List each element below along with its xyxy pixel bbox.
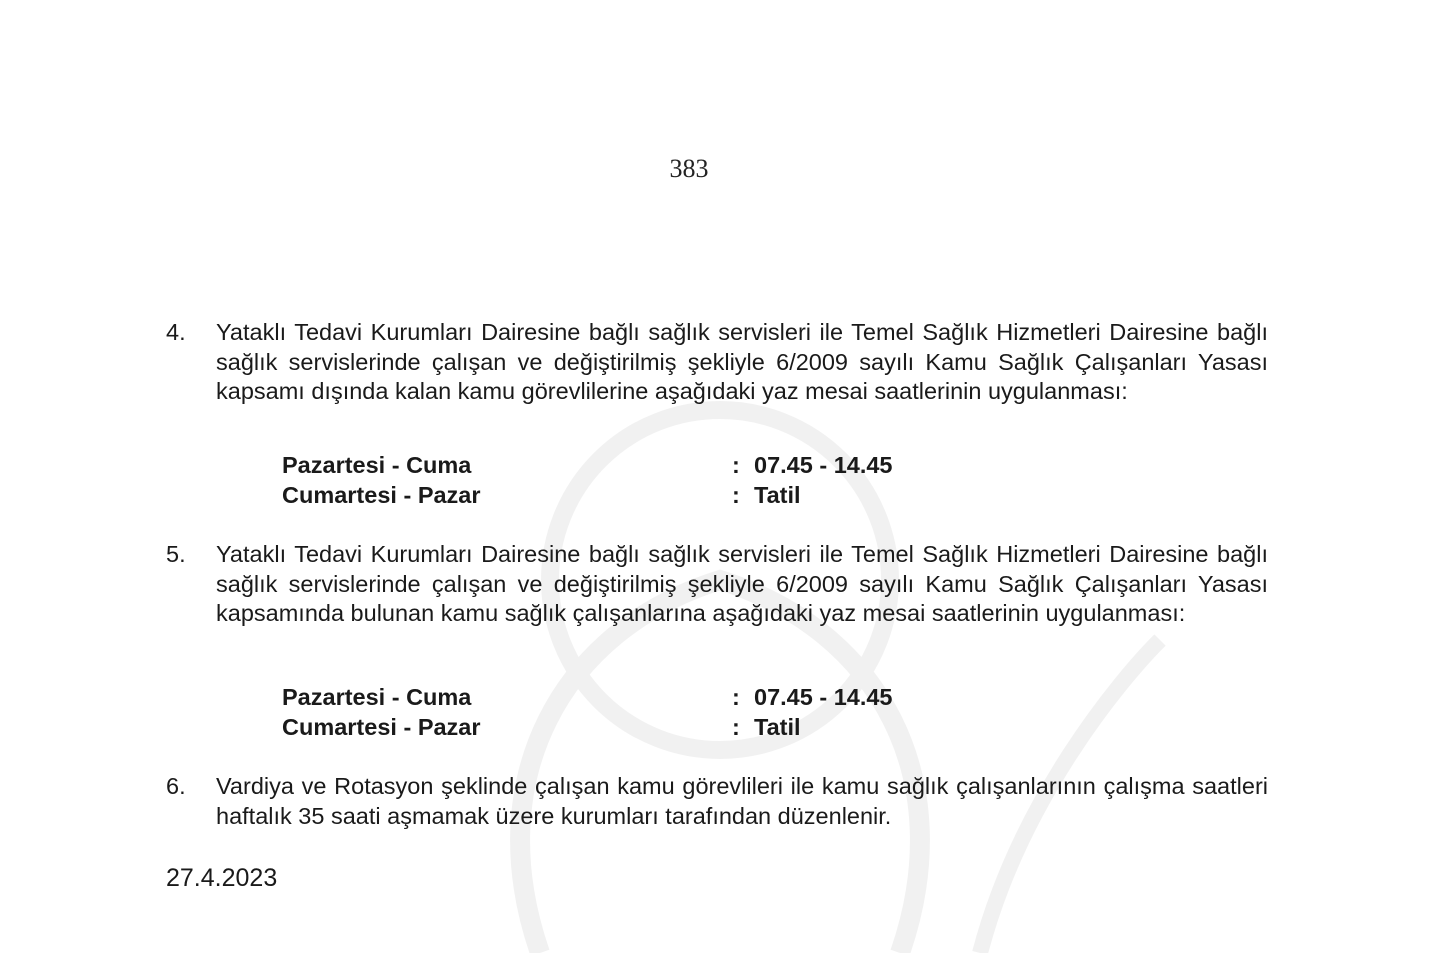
schedule-value: 07.45 - 14.45 [754, 684, 893, 710]
schedule-row [282, 480, 982, 510]
document-date: 27.4.2023 [166, 864, 278, 892]
list-item-4 [166, 318, 1268, 407]
item-number: 4. [166, 319, 186, 345]
item-text: Yataklı Tedavi Kurumları Dairesine bağlı sağlık servisleri ile Temel Sağlık Hizmetleri Dairesine bağlı sağlık servislerinde çalışan ve değiştirilmiş şekliyle 6/2009 sayılı Kamu Sağlık Çalışanları Yasası kapsamı dışında kalan kamu görevlilerine aşağıdaki yaz mesai saatlerinin uygulanması: [216, 319, 1268, 404]
schedule-value: 07.45 - 14.45 [754, 452, 893, 478]
schedule-day: Cumartesi - Pazar [282, 482, 481, 508]
item-number: 6. [166, 773, 186, 799]
schedule-value: Tatil [754, 714, 801, 740]
schedule-day: Pazartesi - Cuma [282, 684, 472, 710]
schedule-day: Cumartesi - Pazar [282, 714, 481, 740]
schedule-colon: : [732, 482, 740, 508]
schedule-colon: : [732, 452, 740, 478]
schedule-day: Pazartesi - Cuma [282, 452, 472, 478]
list-item-5 [166, 540, 1268, 629]
schedule-colon: : [732, 714, 740, 740]
page-number: 383 [669, 154, 709, 183]
schedule-row [282, 450, 982, 480]
item-text: Vardiya ve Rotasyon şeklinde çalışan kamu görevlileri ile kamu sağlık çalışanlarının çalışma saatleri haftalık 35 saati aşmamak üzere kurumları tarafından düzenlenir. [216, 773, 1268, 829]
schedule-row [282, 682, 982, 712]
schedule-table [282, 450, 982, 510]
schedule-value: Tatil [754, 482, 801, 508]
schedule-row [282, 712, 982, 742]
item-text: Yataklı Tedavi Kurumları Dairesine bağlı sağlık servisleri ile Temel Sağlık Hizmetleri Dairesine bağlı sağlık servislerinde çalışan ve değiştirilmiş şekliyle 6/2009 sayılı Kamu Sağlık Çalışanları Yasası kapsamında bulunan kamu sağlık çalışanlarına aşağıdaki yaz mesai saatlerinin uygulanması: [216, 541, 1268, 626]
schedule-colon: : [732, 684, 740, 710]
schedule-table [282, 682, 982, 742]
item-number: 5. [166, 541, 186, 567]
list-item-6 [166, 772, 1268, 831]
